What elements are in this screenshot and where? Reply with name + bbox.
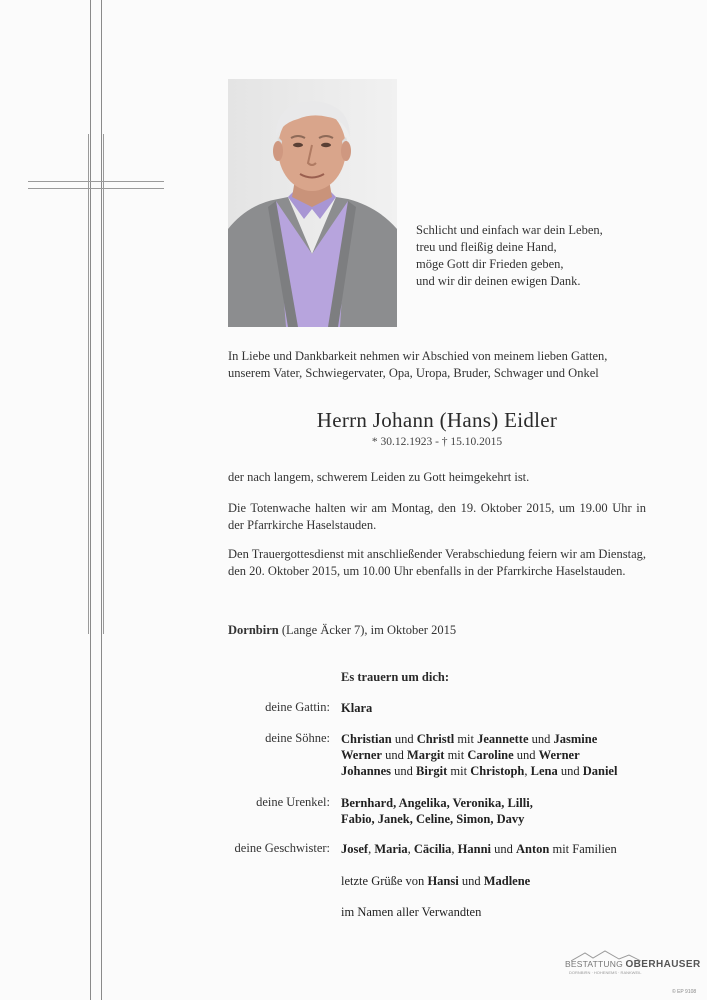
connector-text: und (458, 874, 484, 888)
wife-name (341, 700, 661, 716)
person-name: Jasmine (553, 732, 598, 746)
wife-label: deine Gattin: (265, 700, 330, 714)
siblings-label: deine Geschwister: (234, 841, 330, 855)
person-name: Maria (374, 842, 408, 856)
connector-text: und (491, 842, 517, 856)
person-name: Christoph (470, 764, 525, 778)
person-name: Werner (341, 748, 382, 762)
name-line (341, 731, 661, 747)
logo-prefix: BESTATTUNG (565, 959, 623, 969)
name-line (341, 747, 661, 763)
poem-line: und wir dir deinen ewigen Dank. (416, 274, 581, 288)
connector-text: und (528, 732, 554, 746)
poem (416, 222, 603, 290)
connector-text: mit (444, 748, 468, 762)
paragraph-funeral-service: Den Trauergottesdienst mit anschließender Verabschiedung feiern wir am Dienstag, den 20. Oktober 2015, um 10.00 Uhr ebenfalls in der Pfarrkirche Haselstauden. (228, 547, 646, 578)
connector-text: , (407, 842, 414, 856)
name-line (341, 841, 661, 857)
place-and-date (228, 623, 456, 638)
person-name: Fabio, Janek, Celine, Simon, Davy (341, 812, 525, 826)
person-name: Anton (516, 842, 550, 856)
name-line (341, 795, 661, 811)
relatives-text: im Namen aller Verwandten (341, 905, 482, 919)
person-name: Christl (416, 732, 455, 746)
connector-text: letzte Grüße von (341, 874, 428, 888)
place-city: Dornbirn (228, 623, 279, 637)
connector-text: und (381, 748, 407, 762)
person-name: Josef (341, 842, 369, 856)
wife-name-text: Klara (341, 701, 373, 715)
person-name: Margit (406, 748, 445, 762)
sons-label: deine Söhne: (265, 731, 330, 745)
connector-text: mit Familien (549, 842, 617, 856)
name-line (341, 873, 661, 889)
connector-text: , (451, 842, 458, 856)
poem-line: möge Gott dir Frieden geben, (416, 257, 564, 271)
name-line (341, 763, 661, 779)
person-name: Madlene (483, 874, 531, 888)
name-line (341, 811, 661, 827)
siblings-list (341, 841, 661, 857)
intro-text (228, 348, 648, 382)
deceased-dates: * 30.12.1923 - † 15.10.2015 (371, 436, 503, 448)
left-vertical-rule (90, 0, 91, 1000)
person-name: Hanni (457, 842, 492, 856)
person-name: Daniel (582, 764, 618, 778)
place-rest: (Lange Äcker 7), im Oktober 2015 (278, 623, 457, 637)
person-name: Bernhard, Angelika, Veronika, Lilli, (341, 796, 533, 810)
funeral-home-logo (565, 950, 701, 975)
person-name: Johannes (341, 764, 392, 778)
connector-text: und (557, 764, 583, 778)
left-vertical-rule-inner (101, 0, 102, 1000)
mourners-heading: Es trauern um dich: (341, 670, 449, 684)
person-name: Jeannette (477, 732, 529, 746)
person-name: Werner (538, 748, 580, 762)
connector-text: und (391, 764, 417, 778)
great-grandchildren-list (341, 795, 661, 827)
poem-line: treu und fleißig deine Hand, (416, 240, 557, 254)
logo-name: OBERHAUSER (625, 959, 701, 970)
intro-line: In Liebe und Dankbarkeit nehmen wir Abschied von meinem lieben Gatten, (228, 349, 608, 363)
poem-line: Schlicht und einfach war dein Leben, (416, 223, 603, 237)
paragraph-wake: Die Totenwache halten wir am Montag, den 19. Oktober 2015, um 19.00 Uhr in der Pfarrkirche Haselstauden. (228, 501, 646, 532)
person-name: Hansi (427, 874, 459, 888)
paragraph-passing: der nach langem, schwerem Leiden zu Gott heimgekehrt ist. (228, 470, 530, 484)
relatives-line (341, 904, 661, 920)
copyright-note: © EP 9108 (672, 989, 697, 995)
person-name: Birgit (416, 764, 448, 778)
connector-text: , (524, 764, 531, 778)
deceased-name: Herrn Johann (Hans) Eidler (316, 408, 558, 432)
sons-list (341, 731, 661, 779)
connector-text: und (513, 748, 539, 762)
person-name: Caroline (467, 748, 514, 762)
great-grandchildren-label: deine Urenkel: (256, 795, 330, 809)
connector-text: mit (447, 764, 471, 778)
logo-subtitle: DORNBIRN · HOHENEMS · RANKWEIL (569, 970, 642, 975)
connector-text: , (368, 842, 375, 856)
connector-text: mit (454, 732, 478, 746)
portrait-photo (228, 79, 397, 327)
person-name: Christian (341, 732, 392, 746)
person-name: Lena (530, 764, 558, 778)
greetings-line (341, 873, 661, 889)
person-name: Cäcilia (413, 842, 452, 856)
connector-text: und (391, 732, 417, 746)
intro-line: unserem Vater, Schwiegervater, Opa, Uropa, Bruder, Schwager und Onkel (228, 366, 599, 380)
